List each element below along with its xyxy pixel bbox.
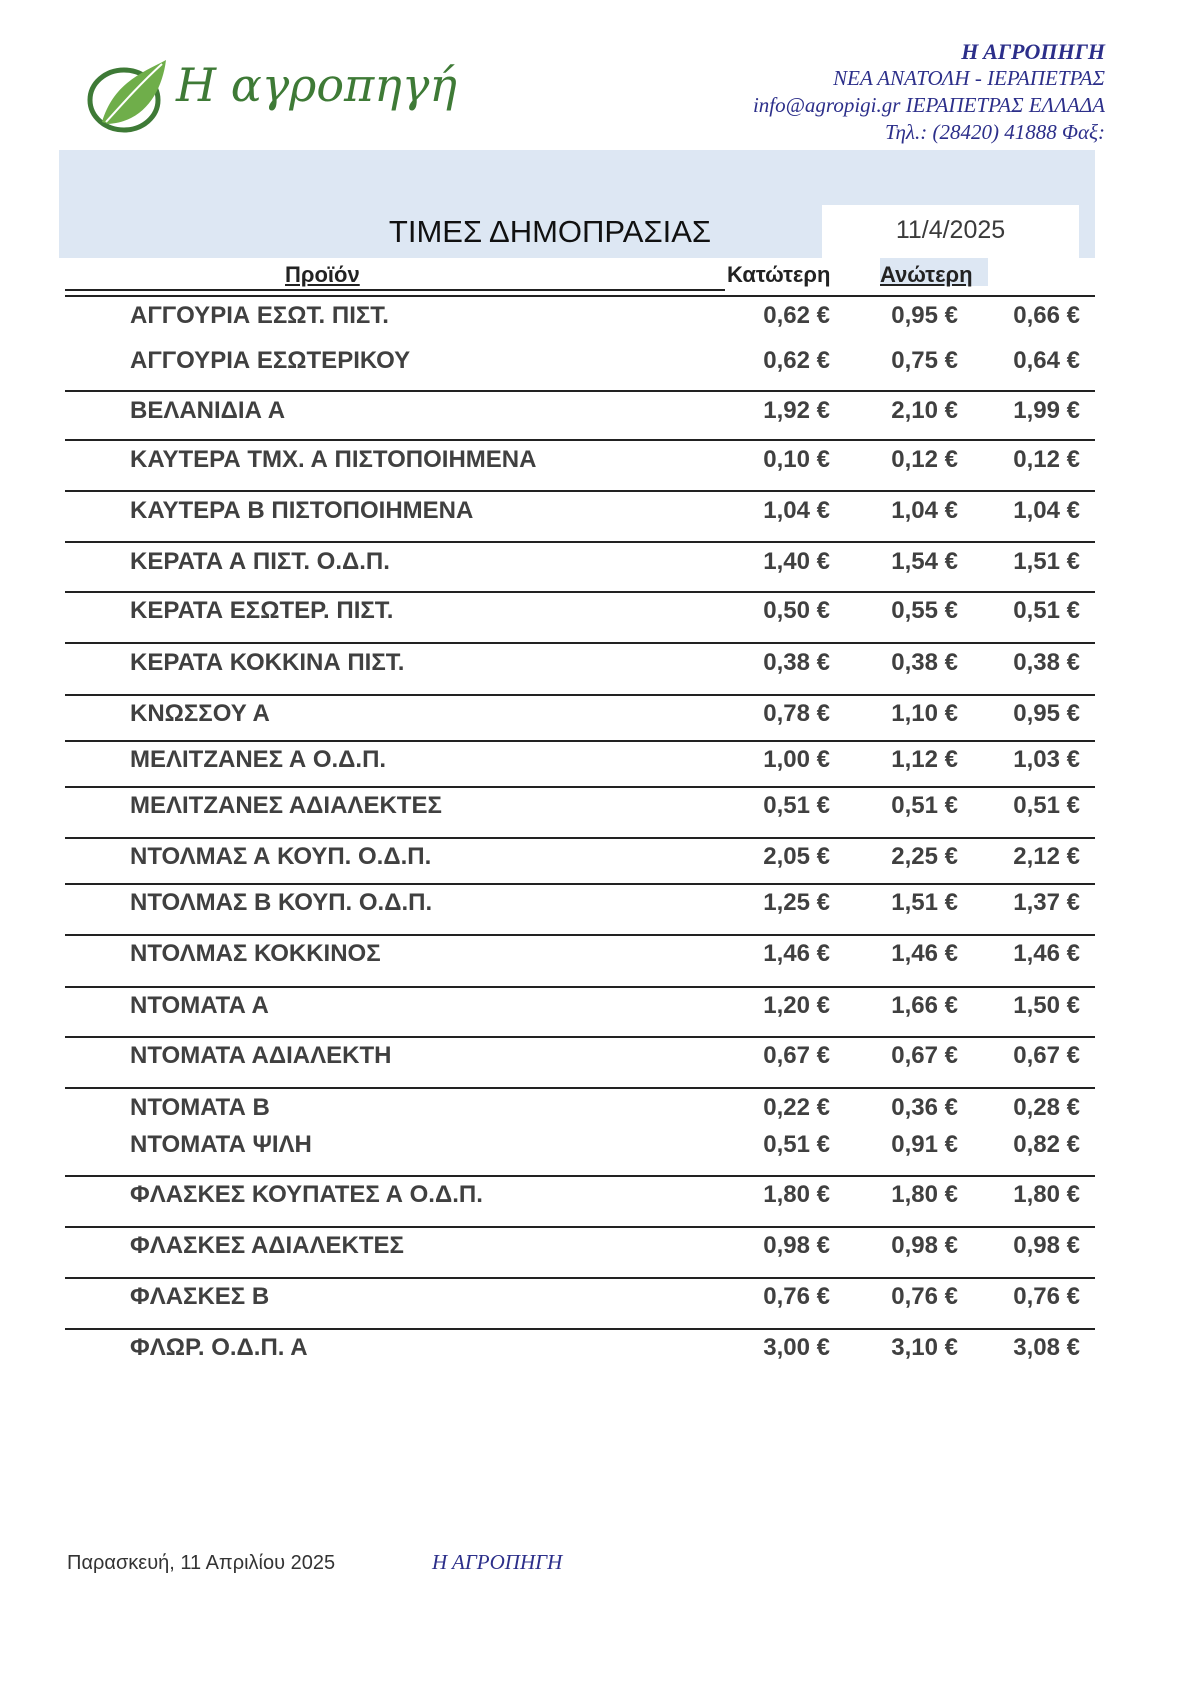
price-high: 1,80 € [891,1181,958,1208]
price-high: 1,46 € [891,940,958,967]
product-name: ΝΤΟΛΜΑΣ Β ΚΟΥΠ. Ο.Δ.Π. [130,889,433,916]
table-row [0,591,1200,631]
price-low: 0,51 € [763,1131,830,1158]
price-avg: 0,51 € [1013,792,1080,819]
price-low: 0,50 € [763,597,830,624]
price-high: 3,10 € [891,1334,958,1361]
table-row [0,1175,1200,1215]
product-name: ΝΤΟΛΜΑΣ Α ΚΟΥΠ. Ο.Δ.Π. [130,843,432,870]
table-row [0,1226,1200,1266]
price-high: 0,95 € [891,302,958,329]
product-name: ΝΤΟΜΑΤΑ ΑΔΙΑΛΕΚΤΗ [130,1042,392,1069]
leaf-icon [84,52,174,142]
page-title: ΤΙΜΕΣ ΔΗΜΟΠΡΑΣΙΑΣ [388,214,712,249]
price-high: 0,67 € [891,1042,958,1069]
price-avg: 0,64 € [1013,347,1080,374]
product-name: ΚΕΡΑΤΑ ΚΟΚΚΙΝΑ ΠΙΣΤ. [130,649,405,676]
table-row [0,391,1200,431]
price-avg: 0,67 € [1013,1042,1080,1069]
price-high: 0,98 € [891,1232,958,1259]
price-avg: 0,76 € [1013,1283,1080,1310]
price-low: 0,10 € [763,446,830,473]
table-row [0,786,1200,826]
price-avg: 0,12 € [1013,446,1080,473]
price-high: 1,66 € [891,992,958,1019]
price-avg: 0,98 € [1013,1232,1080,1259]
company-logo [84,42,457,142]
table-row [0,694,1200,734]
product-name: ΝΤΟΜΑΤΑ Α [130,992,269,1019]
product-name: ΦΛΩΡ. Ο.Δ.Π. Α [130,1334,308,1361]
price-avg: 1,50 € [1013,992,1080,1019]
price-low: 1,80 € [763,1181,830,1208]
product-name: ΦΛΑΣΚΕΣ Β [130,1283,270,1310]
price-low: 0,78 € [763,700,830,727]
table-row [0,440,1200,480]
product-name: ΜΕΛΙΤΖΑΝΕΣ Α Ο.Δ.Π. [130,746,387,773]
auction-date: 11/4/2025 [822,205,1079,258]
price-high: 2,25 € [891,843,958,870]
price-low: 0,62 € [763,302,830,329]
table-row [0,934,1200,974]
price-high: 1,54 € [891,548,958,575]
product-name: ΚΑΥΤΕΡΑ Β ΠΙΣΤΟΠΟΙΗΜΕΝΑ [130,497,474,524]
company-info [753,38,1105,146]
product-name: ΝΤΟΜΑΤΑ ΨΙΛΗ [130,1131,312,1158]
price-low: 2,05 € [763,843,830,870]
company-phone: Τηλ.: (28420) 41888 Φαξ: [884,120,1105,144]
price-high: 0,55 € [891,597,958,624]
table-row [0,1036,1200,1076]
product-name: ΒΕΛΑΝΙΔΙΑ Α [130,397,286,424]
price-avg: 1,04 € [1013,497,1080,524]
column-header-low: Κατώτερη [727,262,831,287]
price-avg: 1,51 € [1013,548,1080,575]
product-name: ΚΑΥΤΕΡΑ ΤΜΧ. Α ΠΙΣΤΟΠΟΙΗΜΕΝΑ [130,446,537,473]
product-name: ΚΕΡΑΤΑ Α ΠΙΣΤ. Ο.Δ.Π. [130,548,390,575]
price-low: 0,62 € [763,347,830,374]
price-avg: 0,95 € [1013,700,1080,727]
product-name: ΦΛΑΣΚΕΣ ΑΔΙΑΛΕΚΤΕΣ [130,1232,404,1259]
header-underline [65,289,725,291]
table-row [0,883,1200,923]
price-high: 1,51 € [891,889,958,916]
price-low: 1,00 € [763,746,830,773]
price-low: 1,25 € [763,889,830,916]
price-low: 0,98 € [763,1232,830,1259]
price-high: 0,76 € [891,1283,958,1310]
price-low: 0,76 € [763,1283,830,1310]
price-high: 1,10 € [891,700,958,727]
footer-company: Η ΑΓΡΟΠΗΓΗ [432,1550,563,1574]
column-header-high: Ανώτερη [880,262,973,287]
price-avg: 1,99 € [1013,397,1080,424]
table-row [0,542,1200,582]
product-name: ΜΕΛΙΤΖΑΝΕΣ ΑΔΙΑΛΕΚΤΕΣ [130,792,442,819]
price-avg: 0,38 € [1013,649,1080,676]
price-avg: 0,66 € [1013,302,1080,329]
price-high: 0,38 € [891,649,958,676]
price-high: 0,36 € [891,1094,958,1121]
logo-wordmark: Η αγροπηγή [176,58,457,112]
company-email: info@agropigi.gr ΙΕΡΑΠΕΤΡΑΣ ΕΛΛΑΔΑ [752,93,1105,117]
company-name: Η ΑΓΡΟΠΗΓΗ [961,39,1105,64]
table-row [0,643,1200,683]
price-low: 0,22 € [763,1094,830,1121]
price-low: 3,00 € [763,1334,830,1361]
table-row [0,1125,1200,1165]
price-high: 0,12 € [891,446,958,473]
table-row [0,740,1200,780]
price-avg: 0,82 € [1013,1131,1080,1158]
footer-date: Παρασκευή, 11 Απριλίου 2025 [67,1552,336,1574]
price-high: 0,51 € [891,792,958,819]
product-name: ΑΓΓΟΥΡΙΑ ΕΣΩΤΕΡΙΚΟΥ [130,347,411,374]
price-low: 1,92 € [763,397,830,424]
price-avg: 1,37 € [1013,889,1080,916]
table-row [0,341,1200,381]
price-low: 1,40 € [763,548,830,575]
price-avg: 0,28 € [1013,1094,1080,1121]
price-avg: 2,12 € [1013,843,1080,870]
price-high: 0,91 € [891,1131,958,1158]
price-low: 1,20 € [763,992,830,1019]
table-row [0,1277,1200,1317]
price-avg: 3,08 € [1013,1334,1080,1361]
price-high: 1,04 € [891,497,958,524]
product-name: ΚΝΩΣΣΟΥ Α [130,700,270,727]
product-name: ΦΛΑΣΚΕΣ ΚΟΥΠΑΤΕΣ Α Ο.Δ.Π. [130,1181,483,1208]
product-name: ΚΕΡΑΤΑ ΕΣΩΤΕΡ. ΠΙΣΤ. [130,597,394,624]
price-avg: 1,03 € [1013,746,1080,773]
price-low: 0,51 € [763,792,830,819]
product-name: ΝΤΟΜΑΤΑ Β [130,1094,270,1121]
table-row [0,986,1200,1026]
price-high: 1,12 € [891,746,958,773]
price-high: 2,10 € [891,397,958,424]
table-row [0,837,1200,877]
column-header-product: Προϊόν [285,262,360,287]
table-row [0,1328,1200,1368]
price-avg: 1,46 € [1013,940,1080,967]
company-address: ΝΕΑ ΑΝΑΤΟΛΗ - ΙΕΡΑΠΕΤΡΑΣ [833,66,1105,90]
price-low: 0,38 € [763,649,830,676]
product-name: ΑΓΓΟΥΡΙΑ ΕΣΩΤ. ΠΙΣΤ. [130,302,389,329]
table-row [0,491,1200,531]
price-low: 1,04 € [763,497,830,524]
price-low: 0,67 € [763,1042,830,1069]
price-avg: 0,51 € [1013,597,1080,624]
price-low: 1,46 € [763,940,830,967]
price-avg: 1,80 € [1013,1181,1080,1208]
table-row [0,296,1200,336]
price-high: 0,75 € [891,347,958,374]
table-row [0,1088,1200,1128]
product-name: ΝΤΟΛΜΑΣ ΚΟΚΚΙΝΟΣ [130,940,381,967]
